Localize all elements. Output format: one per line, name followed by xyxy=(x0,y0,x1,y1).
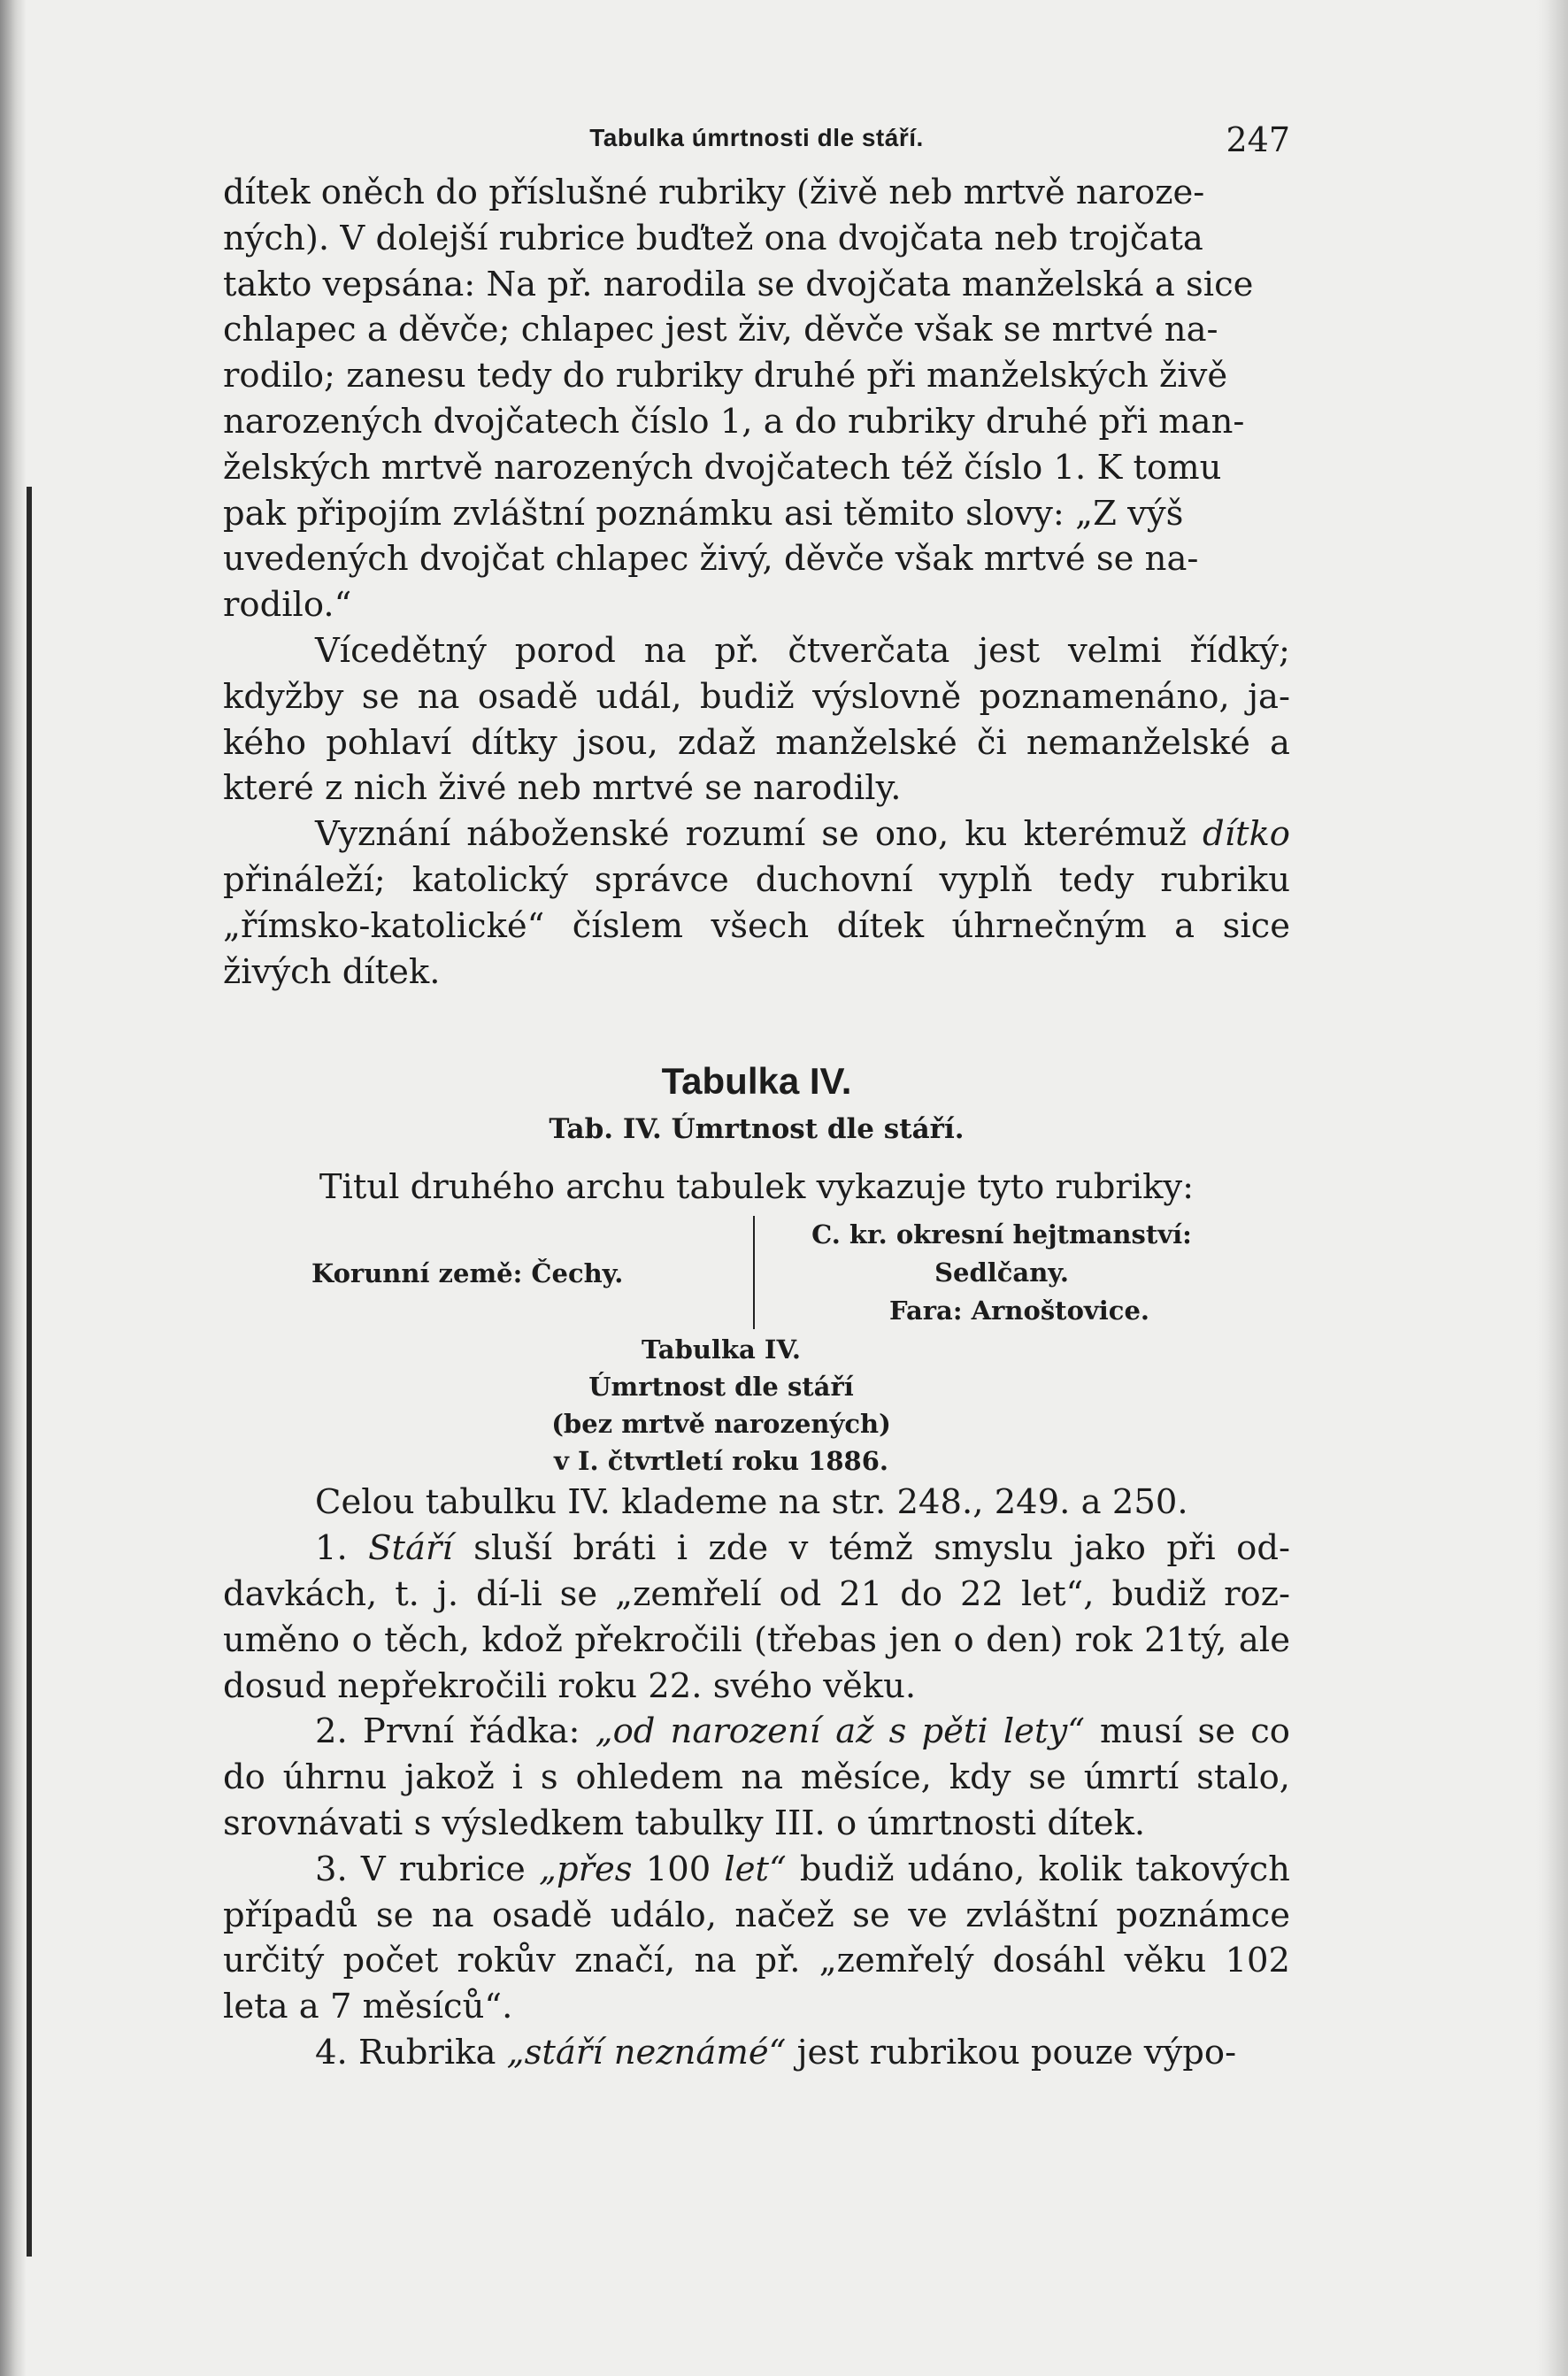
placement-note: Celou tabulku IV. klademe na str. 248., 249. a 250. xyxy=(315,1482,1188,1523)
item-italic: let“ xyxy=(724,1849,787,1889)
form-crown-land: Korunní země: Čechy. xyxy=(311,1258,624,1289)
item-text-before: První řádka: xyxy=(362,1711,596,1752)
form-header-sample xyxy=(223,1216,1290,1331)
form-divider xyxy=(753,1216,755,1329)
item-text: sluší bráti i zde v témž smyslu jako při od-davkách, t. j. dí-li se „zemřelí od 21 do 22 let“, budiž roz-uměno o těch, kdož překročili (třebas jen o den) rok 21tý, ale dosud nepřekročili roku 22. svého věku. xyxy=(223,1528,1290,1706)
intro-line: dítek oněch do příslušné rubriky (živě neb mrtvě naroze- xyxy=(223,173,1205,212)
title-line: Titul druhého archu tabulek vykazuje tyto rubriky: xyxy=(319,1167,1195,1208)
scan-spine-shadow xyxy=(27,487,32,2257)
form-district xyxy=(789,1216,1214,1330)
intro-paragraph xyxy=(223,170,1290,628)
table-title-line: Tabulka IV. xyxy=(641,1334,802,1365)
item-1 xyxy=(223,1526,1290,1709)
intro-line: pak připojím zvláštní poznámku asi těmito slovy: „Z výš xyxy=(223,493,1184,534)
item-text-before: Rubrika xyxy=(357,2032,507,2072)
scan-edge-right xyxy=(1536,0,1568,2376)
item-number: 4. xyxy=(315,2032,358,2072)
item-italic: „od narození až s pěti lety“ xyxy=(595,1711,1085,1752)
form-district-name: Sedlčany. xyxy=(934,1257,1069,1288)
running-head xyxy=(223,120,1290,170)
item-2 xyxy=(223,1709,1290,1846)
table-title-block xyxy=(152,1331,1290,1480)
table-title-line: (bez mrtvě narozených) xyxy=(551,1409,891,1440)
item-text: budiž udáno, kolik takových případů se na osadě událo, načež se ve zvláštní poznámce určitý počet rokův značí, na př. „zemřelý dosáhl věku 102 leta a 7 měsíců“. xyxy=(223,1849,1290,2027)
item-text-before: V rubrice xyxy=(360,1849,540,1889)
item-4 xyxy=(223,2030,1290,2076)
item-italic: Stáří xyxy=(368,1528,453,1569)
paragraph-multiple-birth: Vícedětný porod na př. čtverčata jest velmi řídký; kdyžby se na osadě udál, budiž výslovně poznamenáno, ja-kého pohlaví dítky jsou, zdaž manželské či nemanželské a které z nich živé neb mrtvé se narodily. xyxy=(223,630,1290,809)
religion-text-before: Vyznání náboženské rozumí se ono, ku kterémuž xyxy=(315,814,1203,855)
running-head-title: Tabulka úmrtnosti dle stáří. xyxy=(589,124,924,151)
intro-line: rodilo.“ xyxy=(223,585,352,626)
religion-text-after: přináleží; katolický správce duchovní vyplň tedy rubriku „římsko-katolické“ číslem všech dítek úhrnečným a sice živých dítek. xyxy=(223,859,1290,992)
item-number: 1. xyxy=(315,1528,369,1569)
form-district-office: C. kr. okresní hejtmanství: xyxy=(811,1219,1192,1250)
item-3 xyxy=(223,1847,1290,2030)
item-number: 3. xyxy=(315,1849,361,1889)
scan-edge-left xyxy=(0,0,27,2376)
intro-line: ných). V dolejší rubrice buďtež ona dvojčata neb trojčata xyxy=(223,218,1203,258)
page-number: 247 xyxy=(1226,120,1290,159)
intro-line: narozených dvojčatech číslo 1, a do rubriky druhé při man- xyxy=(223,401,1245,442)
intro-line: chlapec a děvče; chlapec jest živ, děvče však se mrtvé na- xyxy=(223,310,1218,350)
section-subheading: Tab. IV. Úmrtnost dle stáří. xyxy=(549,1113,965,1146)
intro-line: rodilo; zanesu tedy do rubriky druhé při manželských živě xyxy=(223,356,1228,396)
religion-italic-word: dítko xyxy=(1203,814,1290,855)
section-heading: Tabulka IV. xyxy=(661,1060,852,1103)
table-title-line: v I. čtvrtletí roku 1886. xyxy=(554,1446,888,1477)
item-text: jest rubrikou pouze výpo- xyxy=(786,2032,1237,2072)
form-parish: Fara: Arnoštovice. xyxy=(888,1296,1149,1326)
item-number: 2. xyxy=(315,1711,363,1752)
intro-line: uvedených dvojčat chlapec živý, děvče však mrtvé se na- xyxy=(223,539,1199,580)
intro-line: želských mrtvě narozených dvojčatech též číslo 1. K tomu xyxy=(223,447,1222,488)
item-text: musí se co do úhrnu jakož i s ohledem na měsíce, kdy se úmrtí stalo, srovnávati s výsledkem tabulky III. o úmrtnosti dítek. xyxy=(223,1711,1290,1843)
book-page xyxy=(223,120,1290,2076)
item-italic: „stáří neznámé“ xyxy=(506,2032,787,2072)
intro-line: takto vepsána: Na př. narodila se dvojčata manželská a sice xyxy=(223,264,1254,304)
item-text-middle: 100 xyxy=(632,1849,725,1889)
item-italic: „přes xyxy=(539,1849,633,1889)
table-title-line: Úmrtnost dle stáří xyxy=(588,1372,854,1403)
paragraph-religion xyxy=(223,811,1290,995)
